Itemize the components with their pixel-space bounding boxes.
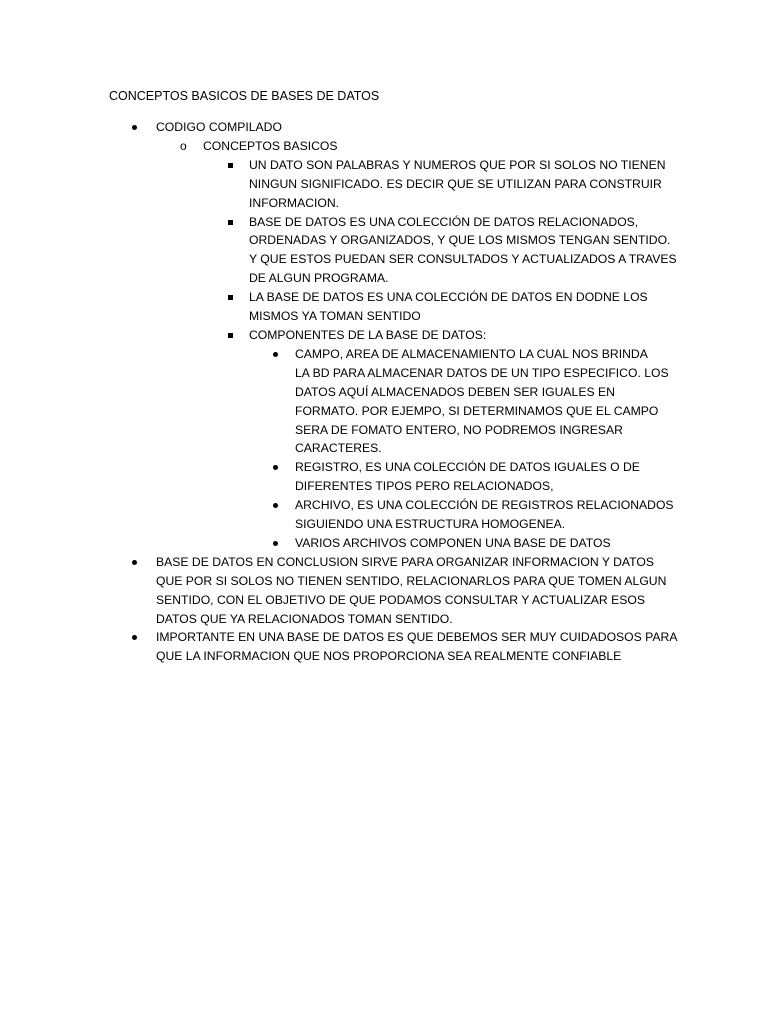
list-item — [0, 628, 677, 666]
point-item-text — [249, 326, 677, 345]
component-item — [0, 496, 677, 534]
text-line: FORMATO. POR EJEMPO, SI DETERMINAMOS QUE EL CAMPO — [295, 403, 659, 418]
disc-bullet-icon — [273, 534, 278, 553]
component-item-text — [295, 345, 677, 458]
point-item-text — [249, 288, 677, 326]
list-item — [0, 553, 677, 629]
sub-list-item-text — [203, 137, 677, 156]
text-line: CAMPO, AREA DE ALMACENAMIENTO LA CUAL NOS BRINDA — [295, 346, 648, 361]
sub-list — [0, 137, 677, 553]
text-line: CODIGO COMPILADO — [156, 120, 282, 134]
text-line: ARCHIVO, ES UNA COLECCIÓN DE REGISTROS RELACIONADOS — [295, 498, 674, 513]
point-item-text — [249, 156, 677, 213]
point-item — [0, 288, 677, 326]
text-line: BASE DE DATOS ES UNA COLECCIÓN DE DATOS RELACIONADOS, — [249, 214, 639, 229]
text-line: DIFERENTES TIPOS PERO RELACIONADOS, — [295, 479, 554, 494]
square-bullet-icon — [228, 288, 233, 307]
point-item — [0, 326, 677, 553]
point-item — [0, 213, 677, 289]
point-item-text — [249, 213, 677, 289]
text-line: Y QUE ESTOS PUEDAN SER CONSULTADOS Y ACTUALIZADOS A TRAVES — [249, 252, 677, 267]
list-item-text — [156, 553, 677, 629]
disc-bullet-icon — [273, 458, 278, 477]
component-item — [0, 345, 677, 458]
disc-bullet-icon — [273, 345, 278, 364]
list-item-text — [156, 628, 677, 666]
text-line: ORDENADAS Y ORGANIZADOS, Y QUE LOS MISMOS TENGAN SENTIDO. — [249, 233, 671, 248]
text-line: LA BASE DE DATOS ES UNA COLECCIÓN DE DATOS EN DODNE LOS — [249, 290, 648, 305]
text-line: SENTIDO, CON EL OBJETIVO DE QUE PODAMOS CONSULTAR Y ACTUALIZAR ESOS — [156, 592, 645, 607]
text-line: INFORMACION. — [249, 195, 340, 210]
text-line: BASE DE DATOS EN CONCLUSION SIRVE PARA ORGANIZAR INFORMACION Y DATOS — [156, 554, 654, 569]
text-line: SIGUIENDO UNA ESTRUCTURA HOMOGENEA. — [295, 517, 566, 532]
text-line: IMPORTANTE EN UNA BASE DE DATOS ES QUE DEBEMOS SER MUY CUIDADOSOS PARA — [156, 630, 678, 645]
list-item — [0, 118, 677, 553]
disc-bullet-icon — [132, 628, 137, 647]
top-bullet-list — [0, 118, 677, 666]
text-line: MISMOS YA TOMAN SENTIDO — [249, 309, 421, 324]
text-line: SERA DE FOMATO ENTERO, NO PODREMOS INGRESAR — [295, 422, 623, 437]
text-line: DATOS AQUÍ ALMACENADOS DEBEN SER IGUALES EN — [295, 384, 615, 399]
list-item-text — [156, 118, 677, 137]
square-bullet-icon — [228, 213, 233, 232]
text-line: REGISTRO, ES UNA COLECCIÓN DE DATOS IGUALES O DE — [295, 460, 640, 475]
text-line: COMPONENTES DE LA BASE DE DATOS: — [249, 327, 487, 342]
disc-bullet-icon — [132, 118, 137, 137]
component-item-text — [295, 458, 677, 496]
text-line: DE ALGUN PROGRAMA. — [249, 271, 389, 286]
point-list — [0, 156, 677, 553]
point-item — [0, 156, 677, 213]
square-bullet-icon — [228, 326, 233, 345]
sub-list-item — [0, 137, 677, 553]
component-item — [0, 458, 677, 496]
text-line: NINGUN SIGNIFICADO. ES DECIR QUE SE UTILIZAN PARA CONSTRUIR — [249, 176, 662, 191]
component-list — [0, 345, 677, 553]
disc-bullet-icon — [132, 553, 137, 572]
square-bullet-icon — [228, 156, 233, 175]
document-title: CONCEPTOS BASICOS DE BASES DE DATOS — [109, 89, 380, 103]
disc-bullet-icon — [273, 496, 278, 515]
text-line: CARACTERES. — [295, 441, 382, 456]
component-item-text — [295, 534, 677, 553]
text-line: UN DATO SON PALABRAS Y NUMEROS QUE POR SI SOLOS NO TIENEN — [249, 157, 666, 172]
component-item — [0, 534, 677, 553]
text-line: QUE POR SI SOLOS NO TIENEN SENTIDO, RELACIONARLOS PARA QUE TOMEN ALGUN — [156, 573, 667, 588]
text-line: LA BD PARA ALMACENAR DATOS DE UN TIPO ESPECIFICO. LOS — [295, 365, 669, 380]
component-item-text — [295, 496, 677, 534]
text-line: CONCEPTOS BASICOS — [203, 138, 338, 153]
text-line: QUE LA INFORMACION QUE NOS PROPORCIONA SEA REALMENTE CONFIABLE — [156, 649, 622, 664]
text-line: DATOS QUE YA RELACIONADOS TOMAN SENTIDO. — [156, 611, 453, 626]
text-line: VARIOS ARCHIVOS COMPONEN UNA BASE DE DATOS — [295, 535, 611, 550]
circle-bullet-icon: o — [180, 138, 187, 153]
